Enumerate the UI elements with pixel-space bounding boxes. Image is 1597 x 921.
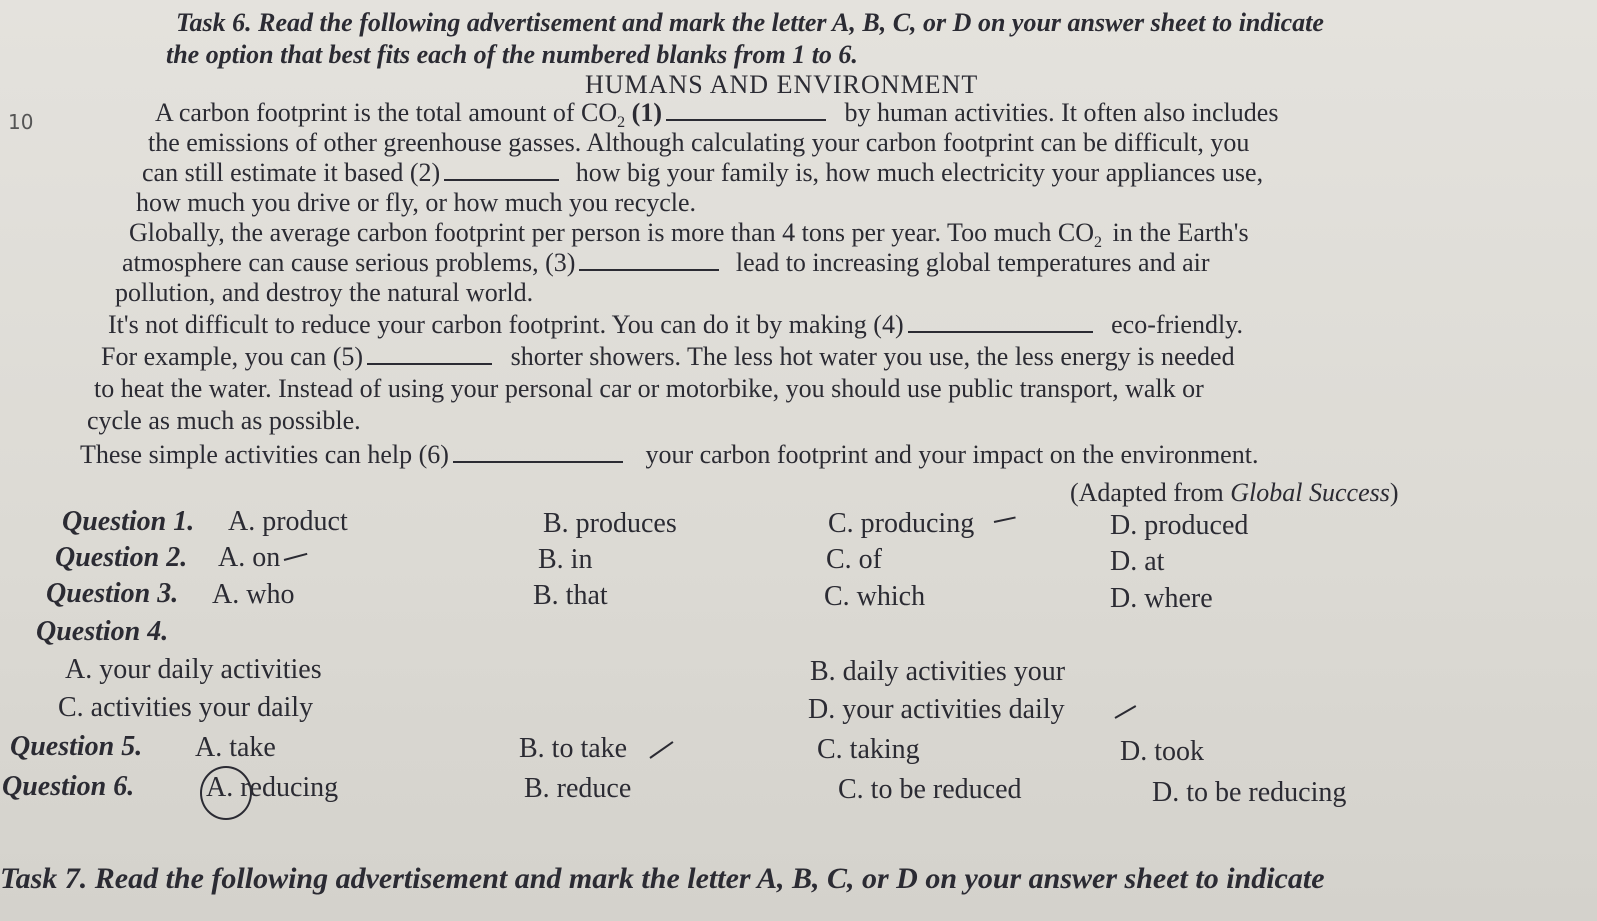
question-label: Question 1. <box>62 506 195 537</box>
passage-title: HUMANS AND ENVIRONMENT <box>585 70 979 99</box>
blank-2 <box>444 159 559 181</box>
blank-5 <box>367 343 492 365</box>
passage-line-12 <box>80 440 1258 470</box>
option-c[interactable]: C. producing <box>828 508 975 539</box>
blank-3 <box>579 249 719 271</box>
passage-text: It's not difficult to reduce your carbon footprint. You can do it by making (4) <box>108 310 904 339</box>
subscript: 2 <box>617 114 626 132</box>
option-c[interactable]: C. activities your daily <box>58 692 314 723</box>
option-a[interactable]: A. product <box>228 506 348 537</box>
option-b[interactable]: B. in <box>538 544 593 575</box>
passage-line-7: pollution, and destroy the natural world. <box>115 278 534 307</box>
option-b[interactable]: B. reduce <box>524 773 632 804</box>
handwritten-margin-note: 10 <box>8 110 34 134</box>
passage-text: A carbon footprint is the total amount of CO <box>155 98 618 127</box>
passage-text: These simple activities can help (6) <box>80 440 449 469</box>
blank-6 <box>453 441 623 463</box>
question-label: Question 5. <box>10 731 143 762</box>
passage-text: shorter showers. The less hot water you use, the less energy is needed <box>510 342 1235 371</box>
passage-text: Globally, the average carbon footprint per person is more than 4 tons per year. Too much CO <box>129 218 1094 247</box>
option-c[interactable]: C. of <box>826 544 882 575</box>
subscript: 2 <box>1093 234 1102 252</box>
source-citation <box>1070 478 1399 508</box>
option-a[interactable]: A. who <box>212 579 295 610</box>
passage-text: can still estimate it based (2) <box>142 158 441 187</box>
passage-line-3 <box>142 158 1263 188</box>
option-a[interactable]: A. reducing <box>206 772 339 803</box>
passage-line-11: cycle as much as possible. <box>87 406 361 435</box>
passage-text: lead to increasing global temperatures and air <box>735 248 1210 277</box>
question-label: Question 4. <box>36 616 169 647</box>
task7-instruction-line1: Task 7. Read the following advertisement and mark the letter A, B, C, or D on your answer sheet to indicate <box>0 862 1325 895</box>
option-d[interactable]: D. took <box>1120 736 1204 767</box>
option-c[interactable]: C. which <box>824 581 926 612</box>
source-prefix: (Adapted from <box>1070 478 1231 507</box>
passage-line-9 <box>101 342 1235 372</box>
option-d[interactable]: D. to be reducing <box>1152 777 1347 808</box>
passage-text: eco-friendly. <box>1111 310 1243 339</box>
question-label: Question 3. <box>46 578 179 609</box>
option-b[interactable]: B. that <box>533 580 608 611</box>
blank-number-1: (1) <box>631 98 662 127</box>
option-c[interactable]: C. taking <box>817 734 920 765</box>
task6-instruction-line1: Task 6. Read the following advertisement and mark the letter A, B, C, or D on your answer sheet to indicate <box>176 8 1324 37</box>
passage-line-2: the emissions of other greenhouse gasses. Although calculating your carbon footprint can be difficult, you <box>148 128 1250 157</box>
passage-text: by human activities. It often also includes <box>844 98 1279 127</box>
option-c[interactable]: C. to be reduced <box>838 774 1022 805</box>
option-d[interactable]: D. produced <box>1110 510 1249 541</box>
passage-line-10: to heat the water. Instead of using your personal car or motorbike, you should use public transport, walk or <box>94 374 1204 403</box>
passage-text: in the Earth's <box>1112 218 1249 247</box>
passage-text: how big your family is, how much electricity your appliances use, <box>575 158 1264 187</box>
option-b[interactable]: B. daily activities your <box>810 656 1066 687</box>
blank-4 <box>908 311 1093 333</box>
blank-1 <box>666 99 826 121</box>
source-suffix: ) <box>1389 478 1399 507</box>
option-a[interactable]: A. take <box>195 732 276 763</box>
pen-tick-mark <box>649 741 673 759</box>
passage-text: your carbon footprint and your impact on the environment. <box>645 440 1259 469</box>
pen-tick-mark <box>994 516 1016 523</box>
question-label: Question 2. <box>55 542 188 573</box>
passage-text: atmosphere can cause serious problems, (3) <box>122 248 576 277</box>
pen-tick-mark <box>284 553 308 561</box>
task6-instruction-line2: the option that best fits each of the numbered blanks from 1 to 6. <box>166 40 858 69</box>
passage-line-4: how much you drive or fly, or how much you recycle. <box>136 188 697 217</box>
option-b[interactable]: B. to take <box>519 733 628 764</box>
passage-text: For example, you can (5) <box>101 342 364 371</box>
source-title: Global Success <box>1230 478 1390 507</box>
option-b[interactable]: B. produces <box>543 508 677 539</box>
answer-circle-mark <box>200 766 252 820</box>
option-a[interactable]: A. on <box>218 542 281 573</box>
question-label: Question 6. <box>2 771 135 802</box>
option-a[interactable]: A. your daily activities <box>65 654 322 685</box>
passage-line-8 <box>108 310 1243 340</box>
option-d[interactable]: D. your activities daily <box>808 694 1065 725</box>
option-d[interactable]: D. where <box>1110 583 1213 614</box>
pen-tick-mark <box>1115 705 1137 719</box>
option-d[interactable]: D. at <box>1110 546 1165 577</box>
passage-line-6 <box>122 248 1210 278</box>
